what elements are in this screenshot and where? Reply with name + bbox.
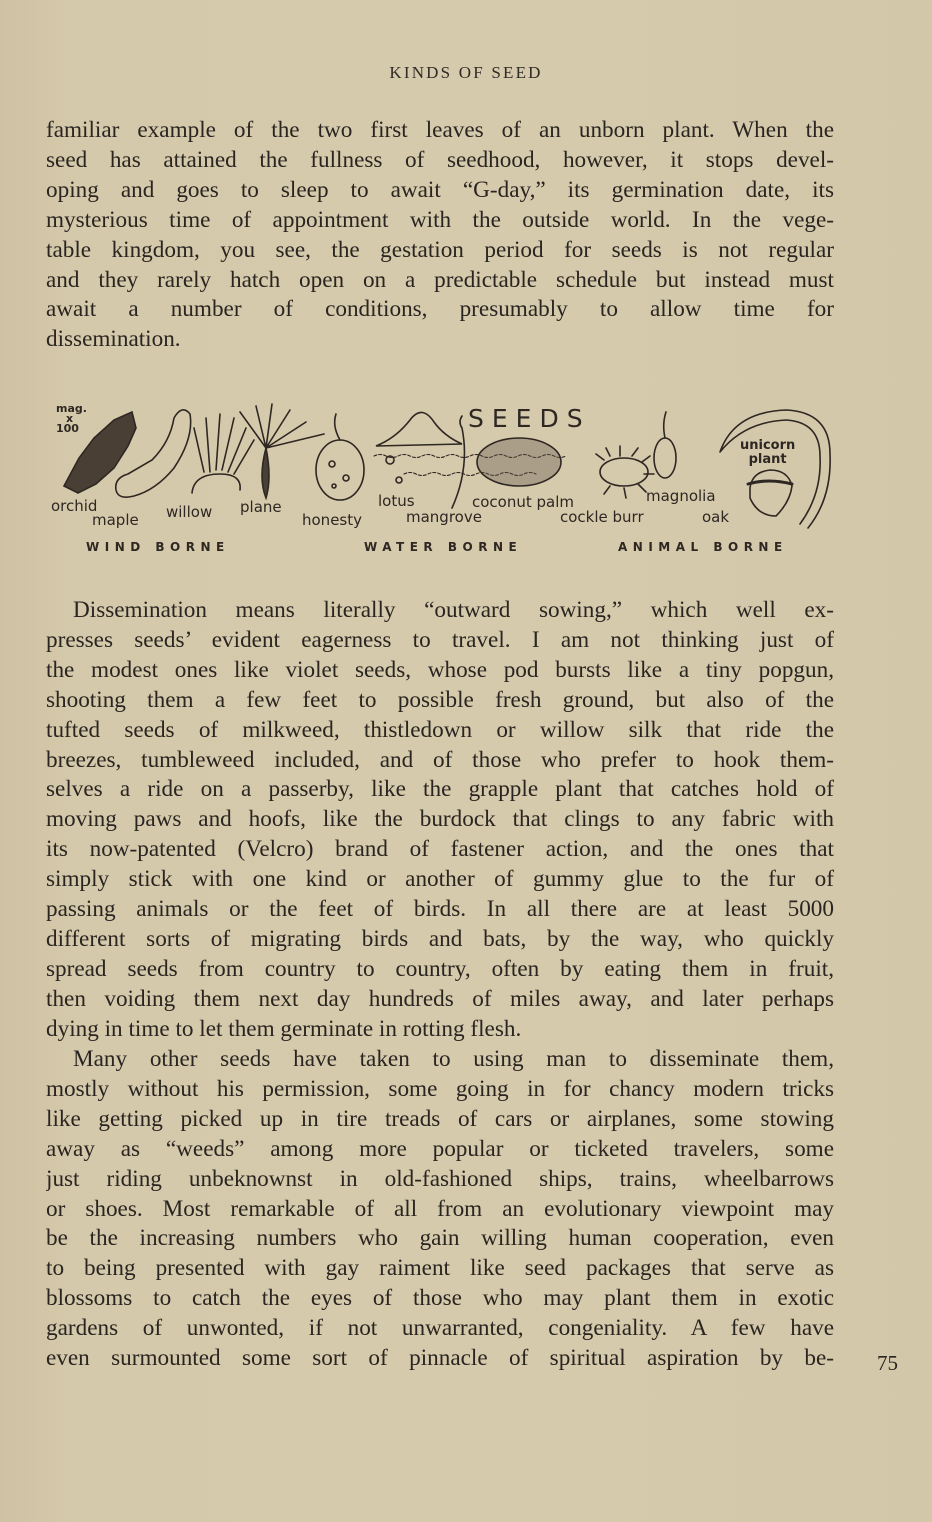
text-line: await a number of conditions, presumably to allow time for (46, 296, 834, 323)
group-water-borne: WATER BORNE (364, 540, 523, 554)
label-plane: plane (240, 498, 282, 516)
mangrove-seed-drawing (452, 416, 464, 508)
unicorn-plant-seed-drawing (720, 410, 830, 528)
mag-value: 100 (56, 422, 79, 435)
text-line (46, 1045, 834, 1075)
text-line: blossoms to catch the eyes of those who may plant them in exotic (46, 1285, 834, 1312)
oak-seed-drawing (748, 470, 792, 516)
mag-times: x (66, 412, 74, 425)
label-maple: maple (92, 511, 139, 529)
paragraph-2 (46, 596, 834, 1045)
honesty-seed-drawing (316, 414, 364, 500)
seeds-illustration (44, 398, 844, 563)
group-animal-borne: ANIMAL BORNE (618, 540, 788, 554)
text-line: breezes, tumbleweed included, and of those who prefer to hook them- (46, 746, 834, 773)
seed-drawings (44, 398, 844, 563)
label-lotus: lotus (378, 492, 415, 510)
text-line: mostly without his permission, some going in for chancy modern tricks (46, 1075, 834, 1102)
text-line: shooting them a few feet to possible fresh ground, but also of the (46, 686, 834, 713)
label-orchid: orchid (51, 497, 98, 515)
text-line: selves a ride on a passerby, like the grapple plant that catches hold of (46, 776, 834, 803)
willow-seed-drawing (192, 414, 254, 493)
label-magnolia: magnolia (646, 487, 716, 505)
text-line: oping and goes to sleep to await “G-day,” its germination date, its (46, 176, 834, 203)
text-line: mysterious time of appointment with the outside world. In the vege- (46, 206, 834, 233)
label-cockle-burr: cockle burr (560, 508, 644, 526)
label-unicorn-plant (740, 439, 795, 467)
mag-text: mag. (56, 402, 87, 415)
text-line: dying in time to let them germinate in rotting flesh. (46, 1015, 522, 1042)
text-line: then voiding them next day hundreds of miles away, and later perhaps (46, 985, 834, 1012)
text-line: seed has attained the fullness of seedhood, however, it stops devel- (46, 146, 834, 173)
running-head: KINDS OF SEED (389, 63, 543, 82)
illustration-title: SEEDS (468, 404, 591, 433)
label-mangrove: mangrove (406, 508, 482, 526)
paragraph-3 (46, 1045, 834, 1374)
label-willow: willow (166, 503, 213, 521)
label-coconut-palm: coconut palm (472, 493, 575, 511)
text-line: dissemination. (46, 326, 181, 353)
text-line: the modest ones like violet seeds, whose pod bursts like a tiny popgun, (46, 656, 834, 683)
text-line: and they rarely hatch open on a predictable schedule but instead must (46, 266, 834, 293)
coconut-seed-drawing (477, 438, 561, 486)
text-line: away as “weeds” among more popular or ticketed travelers, some (46, 1135, 834, 1162)
unicorn-text: unicorn (740, 438, 796, 453)
text-line: table kingdom, you see, the gestation period for seeds is not regular (46, 236, 834, 263)
text-line: simply stick with one kind or another of gummy glue to the fur of (46, 866, 834, 893)
group-wind-borne: WIND BORNE (86, 540, 230, 554)
text-line: different sorts of migrating birds and bats, by the way, who quickly (46, 925, 834, 952)
lotus-seed-drawing (376, 412, 462, 483)
text-line: its now-patented (Velcro) brand of fastener action, and the ones that (46, 836, 834, 863)
magnification-label (56, 404, 87, 434)
magnolia-seed-drawing (654, 412, 676, 478)
text-line-content: Many other seeds have taken to using man to disseminate them, (73, 1046, 834, 1072)
text-line: like getting picked up in tire treads of cars or airplanes, some stowing (46, 1105, 834, 1132)
plant-text: plant (748, 452, 787, 467)
page-number: 75 (877, 1351, 898, 1375)
text-line-content: Dissemination means literally “outward sowing,” which well ex- (73, 597, 834, 623)
text-line (46, 596, 834, 626)
text-line: tufted seeds of milkweed, thistledown or willow silk that ride the (46, 716, 834, 743)
text-line: or shoes. Most remarkable of all from an evolutionary viewpoint may (46, 1195, 834, 1222)
text-line: to being presented with gay raiment like seed packages that serve as (46, 1255, 834, 1282)
text-line: spread seeds from country to country, often by eating them in fruit, (46, 955, 834, 982)
text-line: be the increasing numbers who gain willing human cooperation, even (46, 1225, 834, 1252)
text-line: just riding unbeknownst in old-fashioned ships, trains, wheelbarrows (46, 1165, 834, 1192)
text-line: moving paws and hoofs, like the burdock that clings to any fabric with (46, 806, 834, 833)
label-oak: oak (702, 508, 730, 526)
paragraph-1 (46, 116, 834, 355)
text-line: presses seeds’ evident eagerness to travel. I am not thinking just of (46, 626, 834, 653)
text-line: gardens of unwonted, if not unwarranted, congeniality. A few have (46, 1315, 834, 1342)
text-line: even surmounted some sort of pinnacle of spiritual aspiration by be- (46, 1345, 834, 1372)
text-line: familiar example of the two first leaves of an unborn plant. When the (46, 117, 834, 143)
plane-seed-drawing (240, 404, 324, 498)
text-line: passing animals or the feet of birds. In all there are at least 5000 (46, 896, 834, 923)
label-honesty: honesty (302, 511, 362, 529)
